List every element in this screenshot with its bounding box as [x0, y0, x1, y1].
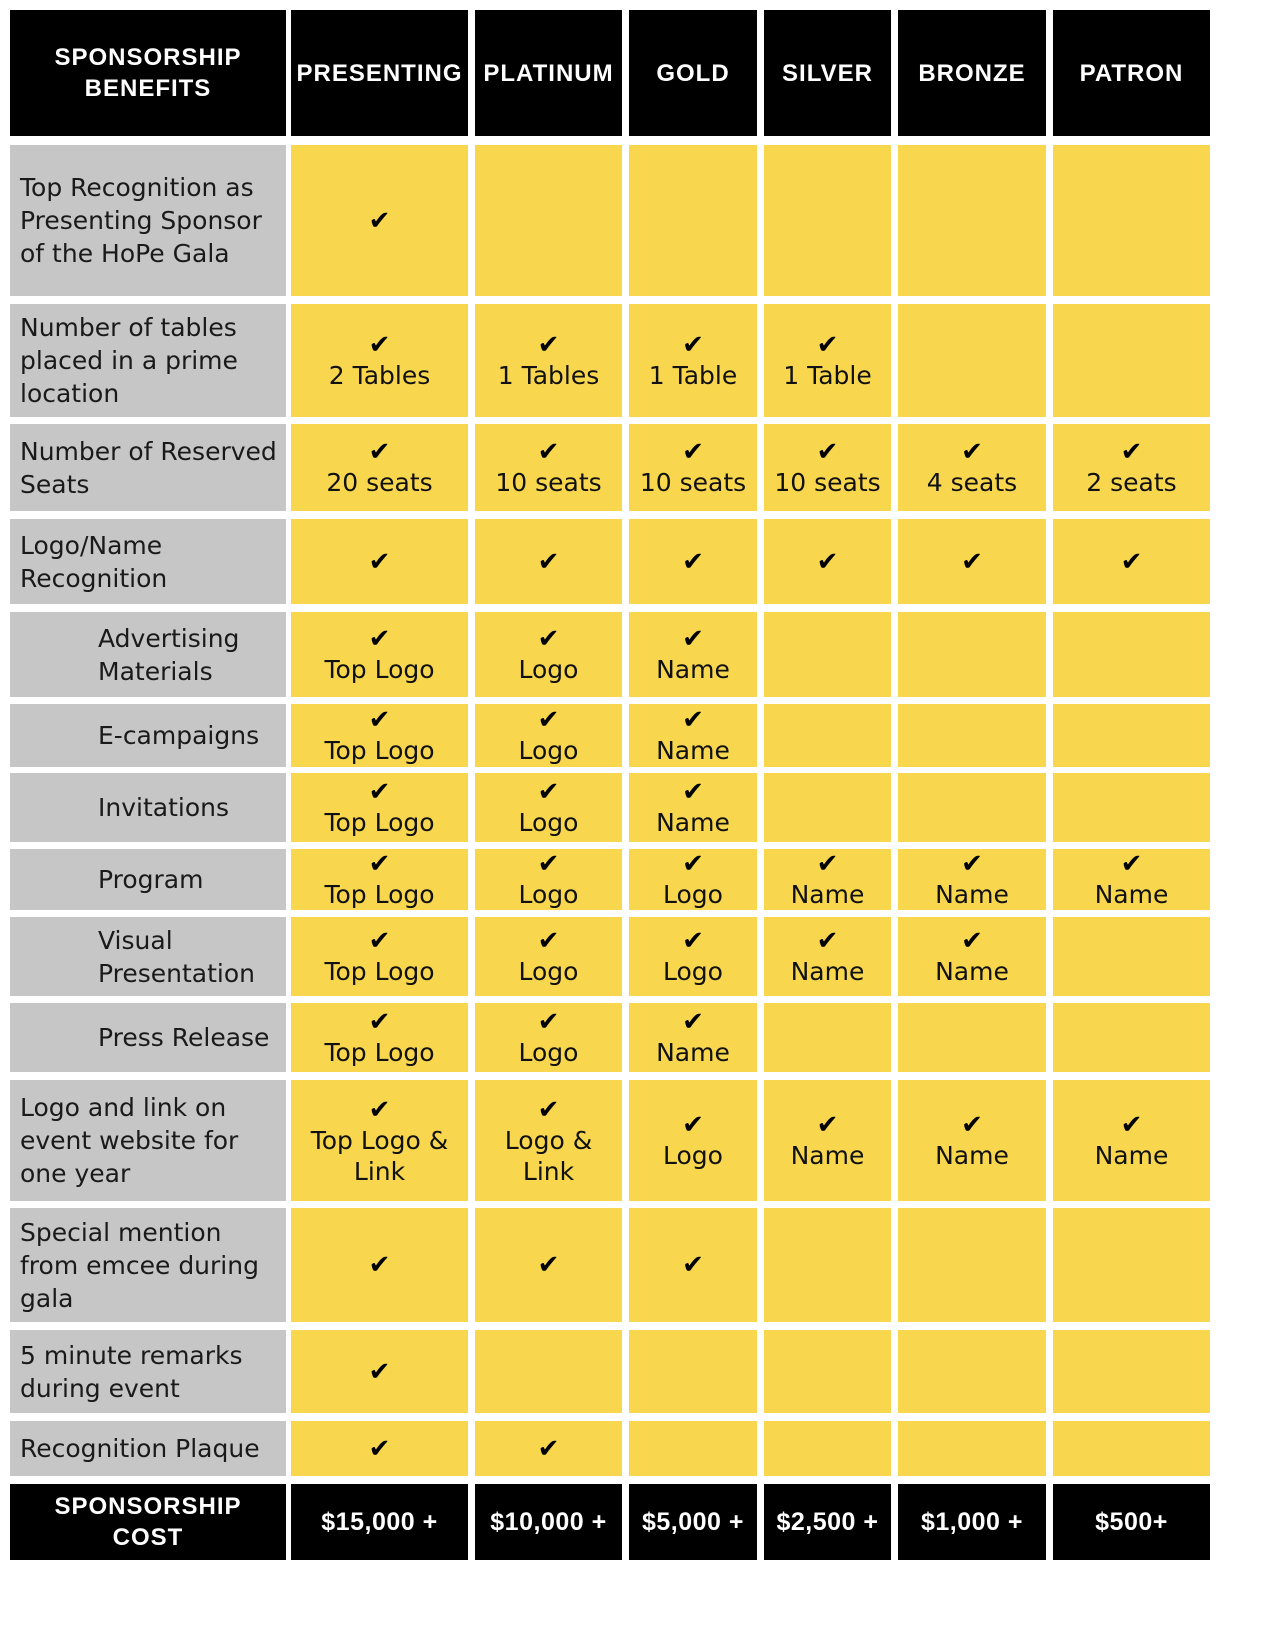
checkmark-icon: ✔ — [368, 926, 391, 956]
benefit-cell — [475, 1208, 622, 1322]
benefit-label-text: Top Recognition as Presenting Sponsor of the HoPe Gala — [20, 173, 262, 268]
benefit-value: Name — [935, 880, 1009, 909]
checkmark-icon: ✔ — [537, 330, 560, 360]
benefit-cell — [898, 145, 1046, 296]
cost-platinum — [475, 1484, 622, 1560]
benefit-cell — [898, 849, 1046, 910]
benefit-cell — [629, 304, 757, 417]
benefit-cell — [1053, 773, 1210, 842]
benefit-cell — [629, 917, 757, 996]
benefit-label — [10, 773, 286, 842]
benefit-value: Name — [935, 1141, 1009, 1170]
checkmark-icon: ✔ — [961, 849, 983, 879]
cost-value: $2,500 + — [776, 1507, 879, 1536]
benefit-cell — [291, 304, 468, 417]
benefit-label — [10, 704, 286, 767]
benefit-label-text: Advertising Materials — [98, 623, 240, 686]
benefit-value: 10 seats — [495, 468, 602, 497]
checkmark-icon: ✔ — [816, 849, 839, 879]
cost-patron — [1053, 1484, 1210, 1560]
benefit-cell — [475, 1421, 622, 1476]
benefit-cell — [898, 519, 1046, 604]
benefit-value: Logo — [518, 880, 579, 909]
benefit-cell — [629, 1421, 757, 1476]
checkmark-icon: ✔ — [368, 777, 391, 807]
checkmark-icon: ✔ — [368, 1007, 391, 1037]
benefit-cell — [291, 519, 468, 604]
tier-name: BRONZE — [918, 59, 1026, 87]
benefit-cell — [629, 519, 757, 604]
header-tier-platinum — [475, 10, 622, 136]
cost-value: $500+ — [1095, 1507, 1168, 1536]
benefit-value: Logo — [663, 1141, 723, 1170]
benefit-cell — [629, 1208, 757, 1322]
benefit-label-text: Logo and link on event website for one year — [20, 1093, 239, 1188]
checkmark-icon: ✔ — [682, 926, 704, 956]
benefit-cell — [764, 612, 891, 697]
benefit-cell — [629, 1330, 757, 1413]
benefit-value: Name — [656, 1038, 730, 1067]
benefit-label — [10, 304, 286, 417]
header-tier-bronze — [898, 10, 1046, 136]
checkmark-icon: ✔ — [537, 849, 560, 879]
checkmark-icon: ✔ — [682, 624, 704, 654]
checkmark-icon: ✔ — [961, 546, 983, 577]
benefit-cell — [629, 773, 757, 842]
checkmark-icon: ✔ — [682, 330, 704, 360]
checkmark-icon: ✔ — [368, 546, 391, 577]
checkmark-icon: ✔ — [537, 777, 560, 807]
benefit-value: Top Logo — [324, 957, 435, 986]
checkmark-icon: ✔ — [537, 1433, 560, 1464]
tier-name: SILVER — [782, 59, 873, 87]
benefit-value: Top Logo & Link — [310, 1125, 449, 1186]
checkmark-icon: ✔ — [368, 849, 391, 879]
tier-name: PATRON — [1079, 59, 1184, 87]
cost-gold — [629, 1484, 757, 1560]
checkmark-icon: ✔ — [368, 205, 391, 236]
checkmark-icon: ✔ — [368, 1250, 391, 1280]
benefit-cell — [764, 519, 891, 604]
benefit-cell — [898, 1080, 1046, 1201]
benefit-value: Logo — [518, 736, 579, 765]
benefit-cell — [475, 773, 622, 842]
benefit-cell — [475, 1330, 622, 1413]
checkmark-icon: ✔ — [682, 1007, 704, 1037]
benefit-value: Name — [656, 808, 730, 837]
benefit-cell — [629, 849, 757, 910]
benefit-cell — [629, 1003, 757, 1072]
benefit-cell — [475, 849, 622, 910]
benefit-cell — [291, 704, 468, 767]
tier-name: GOLD — [656, 59, 730, 87]
benefit-cell — [291, 612, 468, 697]
benefit-value: Logo — [518, 808, 579, 837]
benefit-cell — [1053, 1330, 1210, 1413]
checkmark-icon: ✔ — [537, 705, 560, 735]
cost-silver — [764, 1484, 891, 1560]
benefit-value: Logo — [663, 880, 723, 909]
benefit-cell — [291, 1003, 468, 1072]
benefit-value: Top Logo — [324, 880, 435, 909]
checkmark-icon: ✔ — [961, 926, 983, 956]
benefit-cell — [898, 773, 1046, 842]
benefit-label — [10, 849, 286, 910]
benefit-label — [10, 1330, 286, 1413]
benefit-cell — [291, 1080, 468, 1201]
benefit-value: Name — [1094, 880, 1169, 909]
benefit-cell — [764, 917, 891, 996]
benefit-cell — [898, 424, 1046, 511]
benefit-cell — [475, 519, 622, 604]
checkmark-icon: ✔ — [537, 1007, 560, 1037]
checkmark-icon: ✔ — [682, 849, 704, 879]
benefit-cell — [629, 612, 757, 697]
benefit-cell — [898, 1421, 1046, 1476]
benefit-label — [10, 519, 286, 604]
benefit-cell — [475, 424, 622, 511]
benefit-label-text: 5 minute remarks during event — [20, 1340, 243, 1403]
checkmark-icon: ✔ — [1120, 1110, 1143, 1140]
benefit-cell — [629, 145, 757, 296]
benefit-value: Logo — [518, 957, 579, 986]
benefit-value: Name — [790, 1141, 865, 1170]
benefit-label-text: Recognition Plaque — [20, 1434, 260, 1463]
benefit-cell — [475, 304, 622, 417]
checkmark-icon: ✔ — [537, 546, 560, 577]
cost-bronze — [898, 1484, 1046, 1560]
benefit-cell — [764, 145, 891, 296]
checkmark-icon: ✔ — [368, 1094, 391, 1125]
benefit-cell — [1053, 917, 1210, 996]
benefit-cell — [1053, 1080, 1210, 1201]
checkmark-icon: ✔ — [368, 624, 391, 654]
cost-value: $10,000 + — [490, 1507, 607, 1536]
benefit-cell — [764, 704, 891, 767]
checkmark-icon: ✔ — [816, 437, 839, 467]
benefit-cell — [764, 1421, 891, 1476]
checkmark-icon: ✔ — [682, 1110, 704, 1140]
benefit-cell — [629, 704, 757, 767]
benefit-cell — [764, 304, 891, 417]
checkmark-icon: ✔ — [368, 1433, 391, 1464]
benefit-value: Top Logo — [324, 808, 435, 837]
header-benefits — [10, 10, 286, 136]
benefit-value: Name — [1094, 1141, 1169, 1170]
header-text: SPONSORSHIP COST — [54, 1493, 242, 1551]
checkmark-icon: ✔ — [816, 926, 839, 956]
benefit-cell — [1053, 145, 1210, 296]
benefit-cell — [291, 849, 468, 910]
checkmark-icon: ✔ — [537, 624, 560, 654]
benefit-cell — [475, 917, 622, 996]
benefit-value: Name — [656, 736, 730, 765]
benefit-cell — [1053, 612, 1210, 697]
benefit-cell — [291, 424, 468, 511]
cost-value: $15,000 + — [321, 1507, 438, 1536]
benefit-label-text: Program — [98, 865, 204, 894]
benefit-cell — [898, 1208, 1046, 1322]
benefit-cell — [1053, 1003, 1210, 1072]
benefit-label-text: Invitations — [98, 793, 229, 822]
benefit-value: Logo — [663, 957, 723, 986]
header-tier-silver — [764, 10, 891, 136]
benefit-value: 10 seats — [639, 468, 747, 497]
benefit-label — [10, 917, 286, 996]
checkmark-icon: ✔ — [816, 330, 839, 360]
checkmark-icon: ✔ — [537, 437, 560, 467]
benefit-label-text: Visual Presentation — [98, 925, 256, 988]
benefit-cell — [475, 1080, 622, 1201]
checkmark-icon: ✔ — [537, 926, 560, 956]
checkmark-icon: ✔ — [961, 437, 983, 467]
benefit-cell — [764, 1080, 891, 1201]
benefit-label-text: Logo/Name Recognition — [20, 530, 168, 593]
benefit-value: 1 Tables — [497, 361, 600, 390]
benefit-cell — [475, 145, 622, 296]
benefit-cell — [291, 145, 468, 296]
checkmark-icon: ✔ — [961, 1110, 983, 1140]
benefit-cell — [898, 704, 1046, 767]
benefit-value: 2 seats — [1086, 468, 1177, 497]
benefit-value: Top Logo — [324, 1038, 435, 1067]
benefit-cell — [1053, 849, 1210, 910]
benefit-label-text: Number of tables placed in a prime location — [20, 313, 238, 408]
benefit-cell — [1053, 424, 1210, 511]
benefit-label — [10, 145, 286, 296]
benefit-value: Logo & Link — [504, 1125, 593, 1186]
benefit-value: Name — [935, 957, 1009, 986]
benefit-cell — [764, 424, 891, 511]
benefit-cell — [898, 1330, 1046, 1413]
benefit-cell — [1053, 704, 1210, 767]
benefit-value: Name — [656, 655, 730, 684]
benefit-cell — [898, 304, 1046, 417]
checkmark-icon: ✔ — [368, 1356, 391, 1387]
benefit-cell — [764, 1330, 891, 1413]
benefit-cell — [475, 1003, 622, 1072]
tier-name: PLATINUM — [483, 59, 614, 87]
benefit-label-text: E-campaigns — [98, 721, 260, 750]
checkmark-icon: ✔ — [816, 546, 839, 577]
checkmark-icon: ✔ — [1120, 437, 1143, 467]
header-tier-patron — [1053, 10, 1210, 136]
benefit-label — [10, 1421, 286, 1476]
benefit-cell — [291, 1421, 468, 1476]
benefit-cell — [291, 917, 468, 996]
benefit-value: Logo — [518, 655, 579, 684]
benefit-label — [10, 1208, 286, 1322]
tier-name: PRESENTING — [296, 59, 463, 87]
benefit-label-text: Special mention from emcee during gala — [20, 1217, 259, 1313]
cost-value: $1,000 + — [920, 1507, 1023, 1536]
benefit-cell — [1053, 1421, 1210, 1476]
benefit-cell — [629, 1080, 757, 1201]
benefit-value: Name — [790, 957, 865, 986]
benefit-cell — [898, 1003, 1046, 1072]
benefit-cell — [475, 704, 622, 767]
benefit-cell — [898, 917, 1046, 996]
checkmark-icon: ✔ — [682, 437, 704, 467]
checkmark-icon: ✔ — [368, 330, 391, 360]
checkmark-icon: ✔ — [682, 705, 704, 735]
cost-presenting — [291, 1484, 468, 1560]
benefit-value: 20 seats — [326, 468, 433, 497]
benefit-label — [10, 1003, 286, 1072]
benefit-value: Top Logo — [324, 655, 435, 684]
benefit-cell — [291, 773, 468, 842]
benefit-cell — [291, 1330, 468, 1413]
cost-value: $5,000 + — [641, 1507, 744, 1536]
benefit-cell — [764, 773, 891, 842]
checkmark-icon: ✔ — [537, 1094, 560, 1125]
benefit-label-text: Number of Reserved Seats — [20, 436, 277, 499]
header-tier-presenting — [291, 10, 468, 136]
benefit-value: Name — [790, 880, 865, 909]
benefit-cell — [475, 612, 622, 697]
benefit-cell — [1053, 1208, 1210, 1322]
checkmark-icon: ✔ — [682, 1250, 704, 1280]
benefit-value: Logo — [518, 1038, 579, 1067]
checkmark-icon: ✔ — [1120, 849, 1143, 879]
benefit-value: 1 Table — [783, 361, 872, 390]
checkmark-icon: ✔ — [682, 546, 704, 577]
benefit-cell — [1053, 304, 1210, 417]
benefit-value: 2 Tables — [328, 361, 431, 390]
benefit-cell — [898, 612, 1046, 697]
checkmark-icon: ✔ — [682, 777, 704, 807]
benefit-cell — [764, 1003, 891, 1072]
checkmark-icon: ✔ — [816, 1110, 839, 1140]
benefit-label — [10, 1080, 286, 1201]
benefit-label — [10, 612, 286, 697]
benefit-label-text: Press Release — [98, 1023, 270, 1052]
benefit-cell — [291, 1208, 468, 1322]
benefit-value: 10 seats — [774, 468, 881, 497]
benefit-cell — [764, 849, 891, 910]
benefit-cell — [629, 424, 757, 511]
benefit-cell — [764, 1208, 891, 1322]
header-tier-gold — [629, 10, 757, 136]
benefit-value: 4 seats — [926, 468, 1018, 497]
benefit-value: Top Logo — [324, 736, 435, 765]
benefit-label — [10, 424, 286, 511]
benefit-value: 1 Table — [648, 361, 738, 390]
footer-cost-label — [10, 1484, 286, 1560]
header-text: SPONSORSHIP BENEFITS — [54, 44, 242, 102]
checkmark-icon: ✔ — [1120, 546, 1143, 577]
checkmark-icon: ✔ — [368, 705, 391, 735]
benefit-cell — [1053, 519, 1210, 604]
checkmark-icon: ✔ — [368, 437, 391, 467]
checkmark-icon: ✔ — [537, 1250, 560, 1280]
